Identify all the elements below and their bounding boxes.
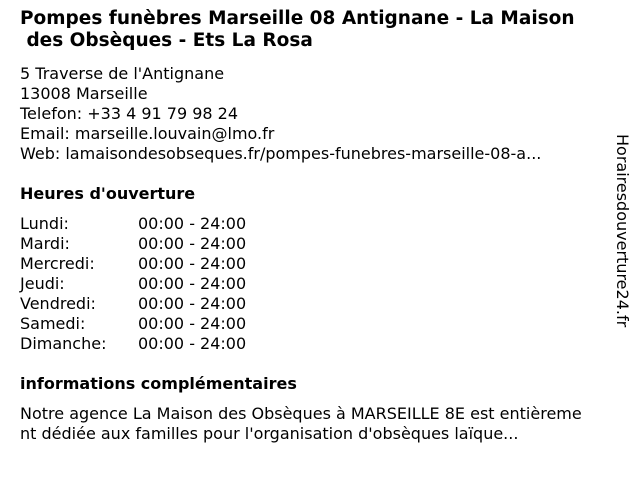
opening-hours-table [20, 214, 280, 354]
postal-city: 13008 Marseille [20, 84, 148, 103]
hours-row-friday [20, 294, 280, 314]
street-address: 5 Traverse de l'Antignane [20, 64, 225, 83]
hours-time: 00:00 - 24:00 [138, 214, 247, 233]
phone-number[interactable]: Telefon: +33 4 91 79 98 24 [20, 104, 239, 123]
site-watermark: Horairesdouverture24.fr [613, 134, 632, 328]
hours-time: 00:00 - 24:00 [138, 274, 247, 293]
hours-row-saturday [20, 314, 280, 334]
hours-row-sunday [20, 334, 280, 354]
hours-row-tuesday [20, 234, 280, 254]
hours-day: Mardi: [20, 234, 70, 253]
opening-hours-heading: Heures d'ouverture [20, 184, 196, 203]
hours-time: 00:00 - 24:00 [138, 294, 247, 313]
listing-title [20, 8, 630, 52]
hours-day: Jeudi: [20, 274, 65, 293]
hours-time: 00:00 - 24:00 [138, 234, 247, 253]
hours-day: Mercredi: [20, 254, 95, 273]
email-address[interactable]: Email: marseille.louvain@lmo.fr [20, 124, 275, 143]
hours-day: Vendredi: [20, 294, 96, 313]
hours-day: Dimanche: [20, 334, 107, 353]
hours-row-monday [20, 214, 280, 234]
hours-time: 00:00 - 24:00 [138, 254, 247, 273]
hours-row-wednesday [20, 254, 280, 274]
hours-day: Samedi: [20, 314, 86, 333]
additional-info-text [20, 404, 632, 444]
listing-title-line-2: des Obsèques - Ets La Rosa [20, 30, 313, 51]
hours-day: Lundi: [20, 214, 69, 233]
additional-info-line-1: Notre agence La Maison des Obsèques à MARSEILLE 8E est entièreme [20, 404, 582, 423]
hours-time: 00:00 - 24:00 [138, 334, 247, 353]
additional-info-line-2: nt dédiée aux familles pour l'organisation d'obsèques laïque... [20, 424, 519, 443]
website-link[interactable]: Web: lamaisondesobseques.fr/pompes-funebres-marseille-08-a... [20, 144, 542, 163]
additional-info-heading: informations complémentaires [20, 374, 297, 393]
address-block [20, 64, 610, 164]
listing-title-line-1: Pompes funèbres Marseille 08 Antignane - La Maison [20, 8, 575, 29]
hours-row-thursday [20, 274, 280, 294]
hours-time: 00:00 - 24:00 [138, 314, 247, 333]
